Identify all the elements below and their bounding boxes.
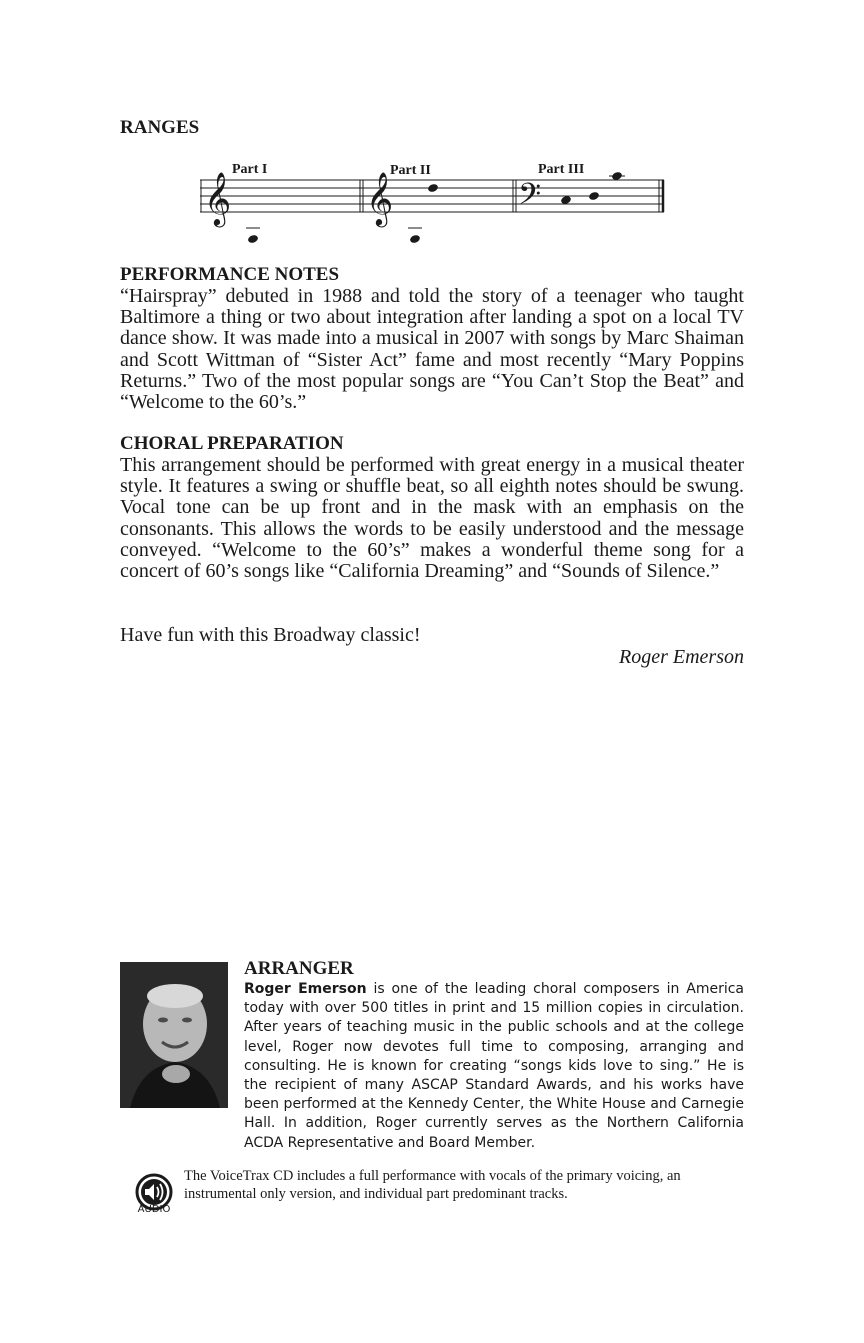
bass-clef-icon: 𝄢 — [518, 178, 542, 219]
ranges-staff — [200, 152, 670, 247]
part-label-2: Part II — [390, 163, 431, 178]
arranger-bio-text: is one of the leading choral composers in America today with over 500 titles in print and 15 million copies in circulation. After years of teaching music in the public schools and at the college level, Roger now devotes full time to composing, arranging and consulting. He is known for creating “songs kids love to sing.” He is the recipient of many ASCAP Standard Awards, and his works have been performed at the Kennedy Center, the White House and Carnegie Hall. In addition, Roger currently serves as the Northern California ACDA Representative and Board Member. — [244, 981, 744, 1151]
performance-notes-body: “Hairspray” debuted in 1988 and told the story of a teenager who taught Baltimore a thing or two about integration after landing a spot on a local TV dance show. It was made into a musical in 2007 with songs by Marc Shaiman and Scott Wittman of “Sister Act” fame and most recently “Mary Poppins Returns.” Two of the most popular songs are “You Can’t Stop the Beat” and “Welcome to the 60’s.” — [120, 285, 744, 414]
audio-note: The VoiceTrax CD includes a full performance with vocals of the primary voicing, an instrumental only version, and individual part predominant tracks. — [184, 1168, 681, 1202]
arranger-name: Roger Emerson — [244, 981, 367, 997]
portrait-icon — [120, 962, 228, 1108]
treble-clef-icon: 𝄞 — [204, 171, 232, 225]
arranger-photo — [120, 962, 228, 1108]
closing-line: Have fun with this Broadway classic! — [120, 624, 421, 646]
note-high-part-2 — [588, 191, 600, 201]
arranger-bio — [244, 980, 744, 1153]
arranger-heading: ARRANGER — [244, 958, 354, 979]
note-low-part-1 — [247, 234, 259, 244]
signature: Roger Emerson — [619, 646, 744, 668]
part-label-1: Part I — [232, 162, 268, 177]
choral-preparation-heading: CHORAL PREPARATION — [120, 433, 344, 454]
treble-clef-icon: 𝄞 — [366, 171, 394, 225]
part-label-3: Part III — [538, 162, 585, 177]
choral-preparation-body: This arrangement should be performed with great energy in a musical theater style. It features a swing or shuffle beat, so all eighth notes should be swung. Vocal tone can be up front and in the mask with an emphasis on the consonants. This allows the words to be easily understood and the message conveyed. “Welcome to the 60’s” makes a wonderful theme song for a concert of 60’s songs like “California Dreaming” and “Sounds of Silence.” — [120, 454, 744, 583]
performance-notes-heading: PERFORMANCE NOTES — [120, 264, 340, 285]
audio-label: AUDIO — [137, 1204, 171, 1215]
note-high-part-1 — [427, 183, 439, 193]
note-low-part-2 — [409, 234, 421, 244]
arranger-section — [244, 958, 744, 1153]
ranges-heading: RANGES — [120, 117, 200, 138]
